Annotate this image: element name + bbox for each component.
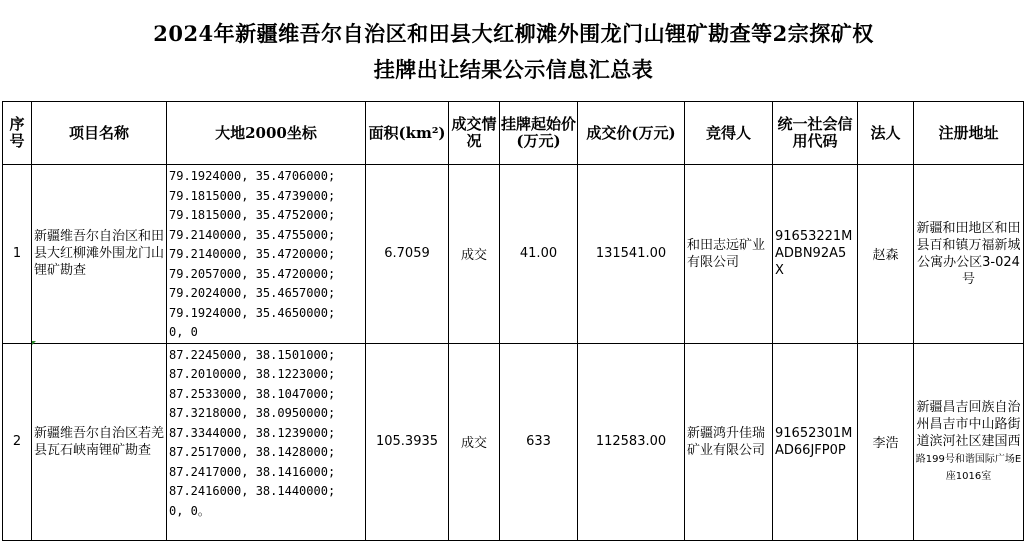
cell-legal-person: 赵森 [858, 165, 914, 344]
coord-line: 79.1815000, 35.4752000; [169, 208, 336, 222]
coord-line: 87.2010000, 38.1223000; [169, 367, 336, 381]
coord-line: 87.3344000, 38.1239000; [169, 425, 336, 440]
results-table [2, 101, 1024, 541]
cell-legal-person: 李浩 [858, 343, 914, 540]
coord-line: 87.2533000, 38.1047000; [169, 386, 336, 401]
coord-line: 87.3218000, 38.0950000; [169, 406, 336, 420]
address-text-small: 路199号和谐国际广场E座1016室 [915, 454, 1022, 482]
header-coords: 大地2000坐标 [167, 102, 366, 165]
header-project: 项目名称 [32, 102, 167, 165]
coord-line: 87.2517000, 38.1428000; [169, 445, 336, 459]
cell-project: 新疆维吾尔自治区和田县大红柳滩外围龙门山锂矿勘查 [32, 165, 167, 344]
coord-line: 87.2417000, 38.1416000; [169, 464, 336, 479]
cell-comment-marker [32, 341, 36, 345]
cell-winner: 新疆鸿升佳瑞矿业有限公司 [685, 343, 773, 540]
header-area: 面积(km²) [366, 102, 449, 165]
title-line-1: 2024年新疆维吾尔自治区和田县大红柳滩外围龙门山锂矿勘查等2宗探矿权 [153, 21, 874, 46]
coord-line: 79.1924000, 35.4650000; [169, 305, 336, 320]
cell-deal-price: 131541.00 [578, 165, 685, 344]
cell-status: 成交 [449, 343, 500, 540]
cell-coords [167, 165, 366, 344]
coord-line: 0, 0。 [169, 503, 210, 518]
cell-seq: 1 [3, 165, 32, 344]
cell-address [914, 343, 1024, 540]
cell-credit-code: 91653221MADBN92A5X [773, 165, 858, 344]
coord-line: 79.2140000, 35.4720000; [169, 247, 336, 261]
coord-line: 79.1815000, 35.4739000; [169, 188, 336, 203]
address-text: 新疆和田地区和田县百和镇万福新城公寓办公区3-024号 [916, 220, 1021, 287]
header-winner: 竞得人 [685, 102, 773, 165]
coord-line: 79.2140000, 35.4755000; [169, 227, 336, 242]
cell-deal-price: 112583.00 [578, 343, 685, 540]
header-credit-code: 统一社会信用代码 [773, 102, 858, 165]
table-row [3, 343, 1024, 540]
coord-line: 79.1924000, 35.4706000; [169, 169, 336, 183]
cell-project: 新疆维吾尔自治区若羌县瓦石峡南锂矿勘查 [32, 343, 167, 540]
header-address: 注册地址 [914, 102, 1024, 165]
cell-start-price: 633 [500, 343, 578, 540]
cell-coords [167, 343, 366, 540]
cell-status: 成交 [449, 165, 500, 344]
cell-area: 6.7059 [366, 165, 449, 344]
cell-start-price: 41.00 [500, 165, 578, 344]
coord-line: 79.2024000, 35.4657000; [169, 286, 336, 300]
coord-line: 87.2416000, 38.1440000; [169, 484, 336, 498]
cell-credit-code: 91652301MAD66JFP0P [773, 343, 858, 540]
header-seq: 序号 [3, 102, 32, 165]
cell-seq: 2 [3, 343, 32, 540]
header-row [3, 102, 1024, 165]
cell-area: 105.3935 [366, 343, 449, 540]
coord-line: 79.2057000, 35.4720000; [169, 266, 336, 281]
cell-address [914, 165, 1024, 344]
header-deal-price: 成交价(万元) [578, 102, 685, 165]
address-text: 新疆昌吉回族自治州昌吉市中山路街道滨河社区建国西 [916, 400, 1021, 449]
header-legal-person: 法人 [858, 102, 914, 165]
title-line-2: 挂牌出让结果公示信息汇总表 [373, 57, 654, 82]
coord-line: 87.2245000, 38.1501000; [169, 347, 336, 362]
header-start-price: 挂牌起始价(万元) [500, 102, 578, 165]
coord-line: 0, 0 [169, 325, 198, 339]
header-status: 成交情况 [449, 102, 500, 165]
cell-winner: 和田志远矿业有限公司 [685, 165, 773, 344]
document-title [0, 0, 1027, 100]
table-row [3, 165, 1024, 344]
